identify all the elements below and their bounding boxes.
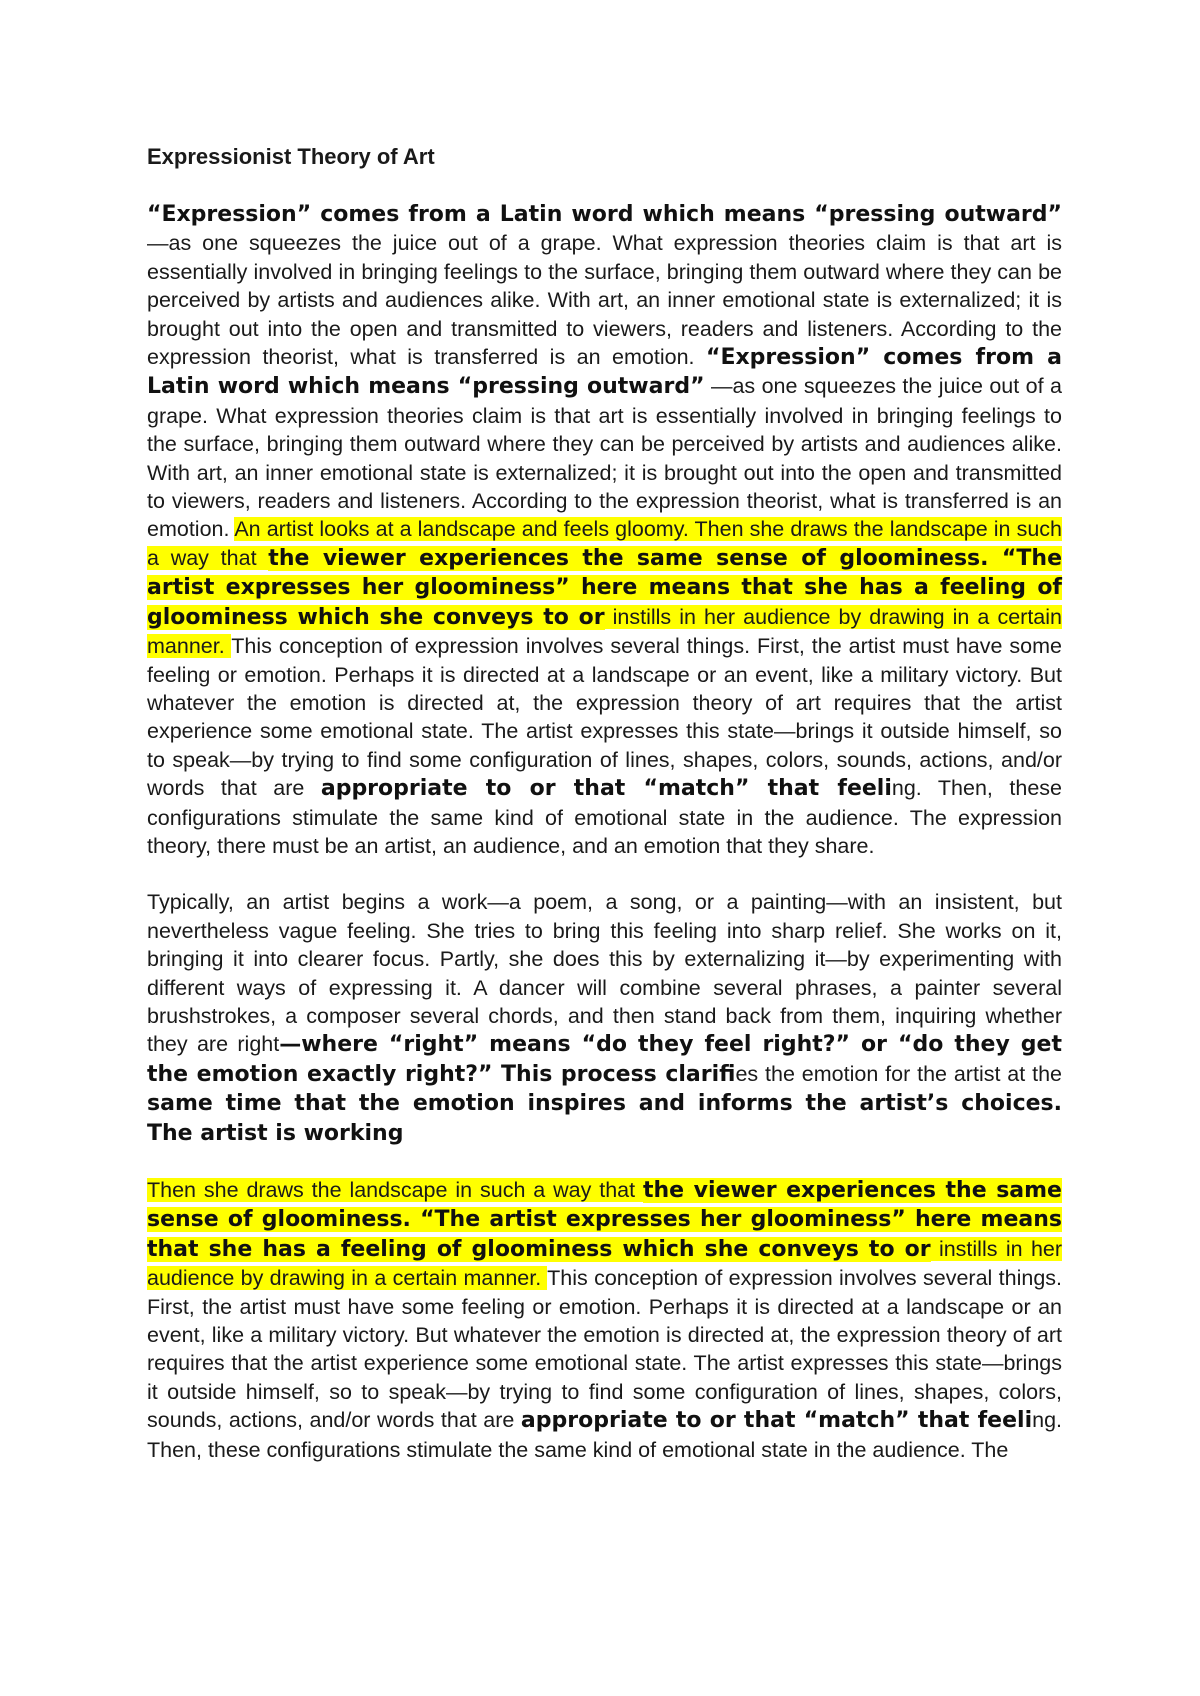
text-run: same time that the emotion inspires and informs the artist’s choices. The artist is working	[147, 1091, 1062, 1146]
text-run: ng. Then, these configurations stimulate the same kind of emotional state in the audience. The expression theory, there must be an artist, an audience, and an emotion that they share.	[147, 776, 1062, 858]
highlighted-text-run: the viewer experiences the same sense of gloominess. “The artist expresses her gloominess” here means that she has a feeling of gloominess which she conveys to or	[147, 545, 1062, 630]
highlighted-text-run: instills in her audience by drawing in a certain manner.	[147, 1236, 1063, 1291]
paragraph-2	[147, 888, 1062, 1148]
text-run: “Expression” comes from a Latin word which means “pressing outward”	[147, 345, 1062, 400]
text-run: —where “right” means “do they feel right?” or “do they get the emotion exactly right?” This process clarifi	[147, 1032, 1062, 1087]
highlighted-text-run: Then she draws the landscape in such a way that	[147, 1178, 643, 1202]
highlighted-text-run: An artist looks at a landscape and feels gloomy. Then she draws the landscape in such a way that	[147, 517, 1062, 570]
text-run: es the emotion for the artist at the	[735, 1061, 1062, 1086]
document-body	[147, 143, 1062, 1464]
text-run: ng. Then, these configurations stimulate the same kind of emotional state in the audience. The	[147, 1408, 1062, 1462]
text-run: appropriate to or that “match” that feeli	[320, 776, 892, 802]
text-run: “Expression” comes from a Latin word which means “pressing outward”	[147, 202, 1062, 227]
document-title: Expressionist Theory of Art	[147, 144, 435, 169]
paragraph-1	[147, 200, 1062, 860]
text-run: appropriate to or that “match” that feeli	[520, 1408, 1033, 1434]
text-run: —as one squeezes the juice out of a grape. What expression theories claim is that art is essentially involved in bringing feelings to the surface, bringing them outward where they can be perceived by artists and audiences alike. With art, an inner emotional state is externalized; it is brought out into the open and transmitted to viewers, readers and listeners. According to the expression theorist, what is transferred is an emotion.	[147, 374, 1062, 542]
text-run: —as one squeezes the juice out of a grape. What expression theories claim is that art is essentially involved in bringing feelings to the surface, bringing them outward where they can be perceived by artists and audiences alike. With art, an inner emotional state is externalized; it is brought out into the open and transmitted to viewers, readers and listeners. According to the expression theorist, what is transferred is an emotion.	[147, 231, 1062, 370]
text-run: This conception of expression involves several things. First, the artist must have some feeling or emotion. Perhaps it is directed at a landscape or an event, like a military victory. But whatever the emotion is directed at, the expression theory of art requires that the artist experience some emotional state. The artist expresses this state—brings it outside himself, so to speak—by trying to find some configuration of lines, shapes, colors, sounds, actions, and/or words that are	[147, 1266, 1062, 1433]
text-run: This conception of expression involves several things. First, the artist must have some feeling or emotion. Perhaps it is directed at a landscape or an event, like a military victory. But whatever the emotion is directed at, the expression theory of art requires that the artist experience some emotional state. The artist expresses this state—brings it outside himself, so to speak—by trying to find some configuration of lines, shapes, colors, sounds, actions, and/or words that are	[147, 634, 1062, 801]
paragraph-3	[147, 1176, 1062, 1464]
highlighted-text-run: the viewer experiences the same sense of gloominess. “The artist expresses her gloominess” here means that she has a feeling of gloominess which she conveys to or	[147, 1178, 1062, 1262]
text-run: Typically, an artist begins a work—a poem, a song, or a painting—with an insistent, but nevertheless vague feeling. She tries to bring this feeling into sharp relief. She works on it, bringing it into clearer focus. Partly, she does this by externalizing it—by experimenting with different ways of expressing it. A dancer will combine several phrases, a painter several brushstrokes, a composer several chords, and then stand back from them, inquiring whether they are right	[147, 890, 1062, 1057]
highlighted-text-run: instills in her audience by drawing in a certain manner.	[147, 604, 1062, 659]
